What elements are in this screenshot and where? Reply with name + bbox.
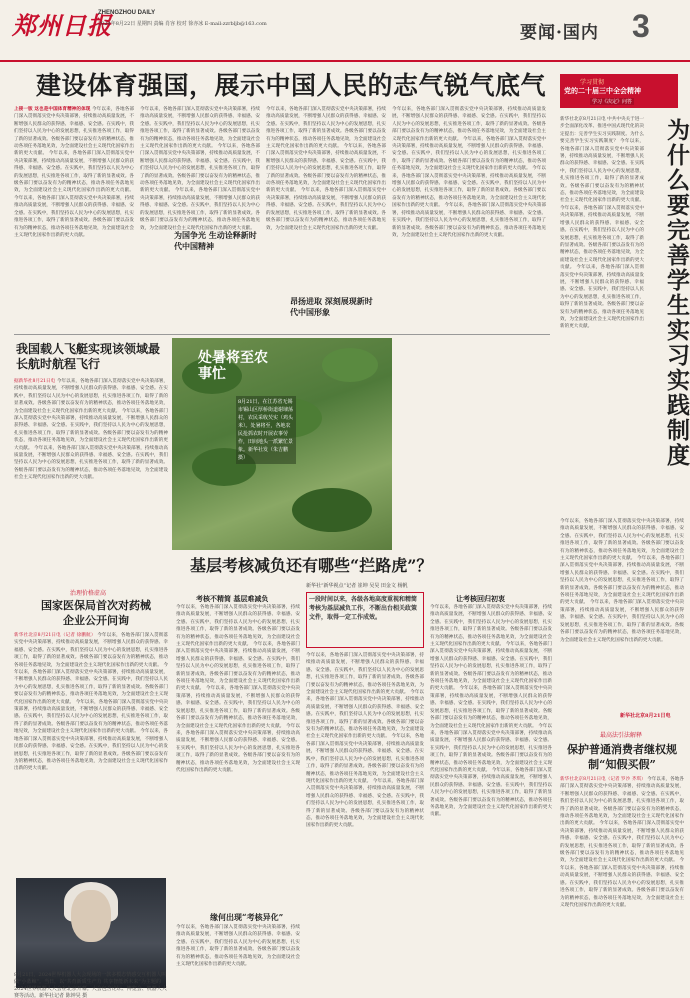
masthead [0,0,690,62]
right-column-lead: 新华社北京8月21日电 中共中央关于进一步全面深化改革、推进中国式现代化的决定提出：完善学生实习实践制度。为什么要完善学生实习实践制度？ [560,117,644,145]
vertical-headline: 为什么要完善学生实习实践制度 [663,118,690,468]
right-column-text: 新华社北京8月21日电 中共中央关于进一步全面深化改革、推进中国式现代化的决定提出：完善学生实习实践制度。为什么要完善学生实习实践制度？ 今年以来，各地各部门深入贯彻落实党中央决策部署，持续推动高质量发展，不断增强人民群众的获得感、幸福感、安全感。在实践中，我们坚持以人民为中心的发展思想，扎实推进各项工作，取得了新的显著成效。各级各部门要以奋发有为的精神状态，推动各项任务落地见效，为全面建设社会主义现代化国家作出新的更大贡献。 今年以来，各地各部门深入贯彻落实党中央决策部署，持续推动高质量发展，不断增强人民群众的获得感、幸福感、安全感。在实践中，我们坚持以人民为中心的发展思想，扎实推进各项工作，取得了新的显著成效。各级各部门要以奋发有为的精神状态，推动各项任务落地见效，为全面建设社会主义现代化国家作出新的更大贡献。 今年以来，各地各部门深入贯彻落实党中央决策部署，持续推动高质量发展，不断增强人民群众的获得感、幸福感、安全感。在实践中，我们坚持以人民为中心的发展思想，扎实推进各项工作，取得了新的显著成效。各级各部门要以奋发有为的精神状态，推动各项任务落地见效，为全面建设社会主义现代化国家作出新的更大贡献。 [560,117,644,330]
lotus-photo-caption: 8月21日，在江苏省无锡市锡山区厚桥街道谢埭荡村，农民采收芡实（鸡头米）。处暑将至，各地农民抢抓农时开展农事劳作，田间地头一派繁忙景象。新华社发（朱吉鹏 摄） [236,396,296,464]
right-byline: 新华社北京8月21日电 [620,713,671,719]
hospital-kicker: 治理价格虚高 [70,590,107,597]
mid-article-col3: 今年以来，各地各部门深入贯彻落实党中央决策部署，持续推动高质量发展，不断增强人民群众的获得感、幸福感、安全感。在实践中，我们坚持以人民为中心的发展思想，扎实推进各项工作，取得了新的显著成效。各级各部门要以奋发有为的精神状态，推动各项任务落地见效，为全面建设社会主义现代化国家作出新的更大贡献。 今年以来，各地各部门深入贯彻落实党中央决策部署，持续推动高质量发展，不断增强人民群众的获得感、幸福感、安全感。在实践中，我们坚持以人民为中心的发展思想，扎实推进各项工作，取得了新的显著成效。各级各部门要以奋发有为的精神状态，推动各项任务落地见效，为全面建设社会主义现代化国家作出新的更大贡献。 今年以来，各地各部门深入贯彻落实党中央决策部署，持续推动高质量发展，不断增强人民群众的获得感、幸福感、安全感。在实践中，我们坚持以人民为中心的发展思想，扎实推进各项工作，取得了新的显著成效。各级各部门要以奋发有为的精神状态，推动各项任务落地见效，为全面建设社会主义现代化国家作出新的更大贡献。 今年以来，各地各部门深入贯彻落实党中央决策部署，持续推动高质量发展，不断增强人民群众的获得感、幸福感、安全感。在实践中，我们坚持以人民为中心的发展思想，扎实推进各项工作，取得了新的显著成效。各级各部门要以奋发有为的精神状态，推动各项任务落地见效，为全面建设社会主义现代化国家作出新的更大贡献。 今年以来，各地各部门深入贯彻落实党中央决策部署，持续推动高质量发展，不断增强人民群众的获得感、幸福感、安全感。在实践中，我们坚持以人民为中心的发展思想，扎实推进各项工作，取得了新的显著成效。各级各部门要以奋发有为的精神状态，推动各项任务落地见效，为全面建设社会主义现代化国家作出新的更大贡献。 [430,605,552,818]
page-number: 3 [632,8,650,44]
newspaper-logo: 郑州日报 [12,11,112,40]
ip-article-body: 新华社北京8月21日电（记者 罗沙 齐琪） 今年以来，各地各部门深入贯彻落实党中央决策部署，持续推动高质量发展，不断增强人民群众的获得感、幸福感、安全感。在实践中，我们坚持以人民为中心的发展思想，扎实推进各项工作，取得了新的显著成效。各级各部门要以奋发有为的精神状态，推动各项任务落地见效，为全面建设社会主义现代化国家作出新的更大贡献。 今年以来，各地各部门深入贯彻落实党中央决策部署，持续推动高质量发展，不断增强人民群众的获得感、幸福感、安全感。在实践中，我们坚持以人民为中心的发展思想，扎实推进各项工作，取得了新的显著成效。各级各部门要以奋发有为的精神状态，推动各项任务落地见效，为全面建设社会主义现代化国家作出新的更大贡献。 今年以来，各地各部门深入贯彻落实党中央决策部署，持续推动高质量发展，不断增强人民群众的获得感、幸福感、安全感。在实践中，我们坚持以人民为中心的发展思想，扎实推进各项工作，取得了新的显著成效。各级各部门要以奋发有为的精神状态，推动各项任务落地见效，为全面建设社会主义现代化国家作出新的更大贡献。 [560,777,684,908]
subhead-1: 为国争光 生动诠释新时代中国精神 [174,230,257,251]
main-headline: 建设体育强国，展示中国人民的志气锐气底气 [36,71,547,100]
ip-dateline: 新华社北京8月21日电（记者 罗沙 齐琪） [560,777,646,782]
mid-subhead-2: 让考核回归初衷 [456,594,505,603]
mid-article-byline: 新华社“新华视点”记者 崔坤 吴昊 田金文 杨帆 [306,583,408,589]
newspaper-english-name: ZHENGZHOU DAILY [98,10,156,16]
banner-line3: 学习《决定》问答 [592,99,633,105]
mid-article-title: 基层考核减负还有哪些“拦路虎”？ [190,556,433,575]
issue-date-line: 2024年8月22日 星期四 责编 肖容 校对 徐亦冰 E-mail:zzrbljb@163.com [98,21,267,27]
headline-body-col4: 今年以来，各地各部门深入贯彻落实党中央决策部署，持续推动高质量发展，不断增强人民群众的获得感、幸福感、安全感。在实践中，我们坚持以人民为中心的发展思想，扎实推进各项工作，取得了新的显著成效。各级各部门要以奋发有为的精神状态，推动各项任务落地见效，为全面建设社会主义现代化国家作出新的更大贡献。 今年以来，各地各部门深入贯彻落实党中央决策部署，持续推动高质量发展，不断增强人民群众的获得感、幸福感、安全感。在实践中，我们坚持以人民为中心的发展思想，扎实推进各项工作，取得了新的显著成效。各级各部门要以奋发有为的精神状态，推动各项任务落地见效，为全面建设社会主义现代化国家作出新的更大贡献。 今年以来，各地各部门深入贯彻落实党中央决策部署，持续推动高质量发展，不断增强人民群众的获得感、幸福感、安全感。在实践中，我们坚持以人民为中心的发展思想，扎实推进各项工作，取得了新的显著成效。各级各部门要以奋发有为的精神状态，推动各项任务落地见效，为全面建设社会主义现代化国家作出新的更大贡献。 今年以来，各地各部门深入贯彻落实党中央决策部署，持续推动高质量发展，不断增强人民群众的获得感、幸福感、安全感。在实践中，我们坚持以人民为中心的发展思想，扎实推进各项工作，取得了新的显著成效。各级各部门要以奋发有为的精神状态，推动各项任务落地见效，为全面建设社会主义现代化国家作出新的更大贡献。 [392,107,546,238]
banner-line2: 党的二十届三中全会精神 [564,86,641,95]
robot-photo-caption: 8月21日，2024世界机器人大会现场的一款多模态情感交互机器人叫做“小蓝鲸”。当日，以“共育新质生产力 共享智能新未来”为主题的2024世界机器人大会在北京开幕。大会包含论坛、博览会、机器人大赛等活动。新华社记者 陈钟昊 摄 [14,972,167,998]
mid-subhead-3: 缘何出现“考核异化” [210,912,284,922]
headline-body-col2: 今年以来，各地各部门深入贯彻落实党中央决策部署，持续推动高质量发展，不断增强人民群众的获得感、幸福感、安全感。在实践中，我们坚持以人民为中心的发展思想，扎实推进各项工作，取得了新的显著成效。各级各部门要以奋发有为的精神状态，推动各项任务落地见效，为全面建设社会主义现代化国家作出新的更大贡献。 今年以来，各地各部门深入贯彻落实党中央决策部署，持续推动高质量发展，不断增强人民群众的获得感、幸福感、安全感。在实践中，我们坚持以人民为中心的发展思想，扎实推进各项工作，取得了新的显著成效。各级各部门要以奋发有为的精神状态，推动各项任务落地见效，为全面建设社会主义现代化国家作出新的更大贡献。 今年以来，各地各部门深入贯彻落实党中央决策部署，持续推动高质量发展，不断增强人民群众的获得感、幸福感、安全感。在实践中，我们坚持以人民为中心的发展思想，扎实推进各项工作，取得了新的显著成效。各级各部门要以奋发有为的精神状态，推动各项任务落地见效，为全面建设社会主义现代化国家作出新的更大贡献。 [140,107,260,231]
airship-article-title: 我国载人飞艇实现该领域最长航时航程飞行 [16,342,161,371]
ip-kicker: 最高法引法解释 [600,732,643,739]
plenary-banner [560,74,678,108]
hospital-dateline: 新华社北京8月21日电（记者 徐鹏航） [14,633,96,638]
mid-article-col1: 今年以来，各地各部门深入贯彻落实党中央决策部署，持续推动高质量发展，不断增强人民群众的获得感、幸福感、安全感。在实践中，我们坚持以人民为中心的发展思想，扎实推进各项工作，取得了新的显著成效。各级各部门要以奋发有为的精神状态，推动各项任务落地见效，为全面建设社会主义现代化国家作出新的更大贡献。 今年以来，各地各部门深入贯彻落实党中央决策部署，持续推动高质量发展，不断增强人民群众的获得感、幸福感、安全感。在实践中，我们坚持以人民为中心的发展思想，扎实推进各项工作，取得了新的显著成效。各级各部门要以奋发有为的精神状态，推动各项任务落地见效，为全面建设社会主义现代化国家作出新的更大贡献。 今年以来，各地各部门深入贯彻落实党中央决策部署，持续推动高质量发展，不断增强人民群众的获得感、幸福感、安全感。在实践中，我们坚持以人民为中心的发展思想，扎实推进各项工作，取得了新的显著成效。各级各部门要以奋发有为的精神状态，推动各项任务落地见效，为全面建设社会主义现代化国家作出新的更大贡献。 今年以来，各地各部门深入贯彻落实党中央决策部署，持续推动高质量发展，不断增强人民群众的获得感、幸福感、安全感。在实践中，我们坚持以人民为中心的发展思想，扎实推进各项工作，取得了新的显著成效。各级各部门要以奋发有为的精神状态，推动各项任务落地见效，为全面建设社会主义现代化国家作出新的更大贡献。 [176,605,300,773]
section-title: 要闻·国内 [520,23,599,43]
banner-line1: 学习贯彻 [580,79,605,86]
right-column-body: 今年以来，各地各部门深入贯彻落实党中央决策部署，持续推动高质量发展，不断增强人民群众的获得感、幸福感、安全感。在实践中，我们坚持以人民为中心的发展思想，扎实推进各项工作，取得了新的显著成效。各级各部门要以奋发有为的精神状态，推动各项任务落地见效，为全面建设社会主义现代化国家作出新的更大贡献。 [560,139,644,204]
first-col-lead: 上接一版 这也是中国体育精神的体现 [14,107,91,112]
mid-subhead-1: 考核不精简 基层难减负 [196,594,269,603]
hospital-article-body: 新华社北京8月21日电（记者 徐鹏航） 今年以来，各地各部门深入贯彻落实党中央决策部署，持续推动高质量发展，不断增强人民群众的获得感、幸福感、安全感。在实践中，我们坚持以人民为中心的发展思想，扎实推进各项工作，取得了新的显著成效。各级各部门要以奋发有为的精神状态，推动各项任务落地见效，为全面建设社会主义现代化国家作出新的更大贡献。 今年以来，各地各部门深入贯彻落实党中央决策部署，持续推动高质量发展，不断增强人民群众的获得感、幸福感、安全感。在实践中，我们坚持以人民为中心的发展思想，扎实推进各项工作，取得了新的显著成效。各级各部门要以奋发有为的精神状态，推动各项任务落地见效，为全面建设社会主义现代化国家作出新的更大贡献。 今年以来，各地各部门深入贯彻落实党中央决策部署，持续推动高质量发展，不断增强人民群众的获得感、幸福感、安全感。在实践中，我们坚持以人民为中心的发展思想，扎实推进各项工作，取得了新的显著成效。各级各部门要以奋发有为的精神状态，推动各项任务落地见效，为全面建设社会主义现代化国家作出新的更大贡献。 今年以来，各地各部门深入贯彻落实党中央决策部署，持续推动高质量发展，不断增强人民群众的获得感、幸福感、安全感。在实践中，我们坚持以人民为中心的发展思想，扎实推进各项工作，取得了新的显著成效。各级各部门要以奋发有为的精神状态，推动各项任务落地见效，为全面建设社会主义现代化国家作出新的更大贡献。 [14,633,168,772]
ip-article-title: 保护普通消费者继权规制“知假买假” [567,743,677,771]
top-rule [0,60,690,62]
lotus-photo-title: 处暑将至农事忙 [198,350,268,382]
airship-article-body: 据新华社8月21日电 今年以来，各地各部门深入贯彻落实党中央决策部署，持续推动高质量发展，不断增强人民群众的获得感、幸福感、安全感。在实践中，我们坚持以人民为中心的发展思想，扎实推进各项工作，取得了新的显著成效。各级各部门要以奋发有为的精神状态，推动各项任务落地见效，为全面建设社会主义现代化国家作出新的更大贡献。 今年以来，各地各部门深入贯彻落实党中央决策部署，持续推动高质量发展，不断增强人民群众的获得感、幸福感、安全感。在实践中，我们坚持以人民为中心的发展思想，扎实推进各项工作，取得了新的显著成效。各级各部门要以奋发有为的精神状态，推动各项任务落地见效，为全面建设社会主义现代化国家作出新的更大贡献。 今年以来，各地各部门深入贯彻落实党中央决策部署，持续推动高质量发展，不断增强人民群众的获得感、幸福感、安全感。在实践中，我们坚持以人民为中心的发展思想，扎实推进各项工作，取得了新的显著成效。各级各部门要以奋发有为的精神状态，推动各项任务落地见效，为全面建设社会主义现代化国家作出新的更大贡献。 [14,379,168,481]
mid-pull-quote-box [306,592,424,648]
mid-pull-quote: 一段时间以来，各级各地高度重视和精简考核为基层减负工作，不断出台相关政策文件，取得一定工作成效。 [309,596,418,621]
section-divider [14,334,550,335]
subhead-2: 昂扬进取 深刻展现新时代中国形象 [290,296,373,317]
headline-body-col3: 今年以来，各地各部门深入贯彻落实党中央决策部署，持续推动高质量发展，不断增强人民群众的获得感、幸福感、安全感。在实践中，我们坚持以人民为中心的发展思想，扎实推进各项工作，取得了新的显著成效。各级各部门要以奋发有为的精神状态，推动各项任务落地见效，为全面建设社会主义现代化国家作出新的更大贡献。 今年以来，各地各部门深入贯彻落实党中央决策部署，持续推动高质量发展，不断增强人民群众的获得感、幸福感、安全感。在实践中，我们坚持以人民为中心的发展思想，扎实推进各项工作，取得了新的显著成效。各级各部门要以奋发有为的精神状态，推动各项任务落地见效，为全面建设社会主义现代化国家作出新的更大贡献。 今年以来，各地各部门深入贯彻落实党中央决策部署，持续推动高质量发展，不断增强人民群众的获得感、幸福感、安全感。在实践中，我们坚持以人民为中心的发展思想，扎实推进各项工作，取得了新的显著成效。各级各部门要以奋发有为的精神状态，推动各项任务落地见效，为全面建设社会主义现代化国家作出新的更大贡献。 [266,107,386,231]
right-column-text-lower: 今年以来，各地各部门深入贯彻落实党中央决策部署，持续推动高质量发展，不断增强人民群众的获得感、幸福感、安全感。在实践中，我们坚持以人民为中心的发展思想，扎实推进各项工作，取得了新的显著成效。各级各部门要以奋发有为的精神状态，推动各项任务落地见效，为全面建设社会主义现代化国家作出新的更大贡献。 今年以来，各地各部门深入贯彻落实党中央决策部署，持续推动高质量发展，不断增强人民群众的获得感、幸福感、安全感。在实践中，我们坚持以人民为中心的发展思想，扎实推进各项工作，取得了新的显著成效。各级各部门要以奋发有为的精神状态，推动各项任务落地见效，为全面建设社会主义现代化国家作出新的更大贡献。 今年以来，各地各部门深入贯彻落实党中央决策部署，持续推动高质量发展，不断增强人民群众的获得感、幸福感、安全感。在实践中，我们坚持以人民为中心的发展思想，扎实推进各项工作，取得了新的显著成效。各级各部门要以奋发有为的精神状态，推动各项任务落地见效，为全面建设社会主义现代化国家作出新的更大贡献。 [560,519,684,643]
mid-article-col1-bottom: 今年以来，各地各部门深入贯彻落实党中央决策部署，持续推动高质量发展，不断增强人民群众的获得感、幸福感、安全感。在实践中，我们坚持以人民为中心的发展思想，扎实推进各项工作，取得了新的显著成效。各级各部门要以奋发有为的精神状态，推动各项任务落地见效，为全面建设社会主义现代化国家作出新的更大贡献。 [176,925,300,968]
headline-body-col1: 上接一版 这也是中国体育精神的体现 今年以来，各地各部门深入贯彻落实党中央决策部署，持续推动高质量发展，不断增强人民群众的获得感、幸福感、安全感。在实践中，我们坚持以人民为中心的发展思想，扎实推进各项工作，取得了新的显著成效。各级各部门要以奋发有为的精神状态，推动各项任务落地见效，为全面建设社会主义现代化国家作出新的更大贡献。 今年以来，各地各部门深入贯彻落实党中央决策部署，持续推动高质量发展，不断增强人民群众的获得感、幸福感、安全感。在实践中，我们坚持以人民为中心的发展思想，扎实推进各项工作，取得了新的显著成效。各级各部门要以奋发有为的精神状态，推动各项任务落地见效，为全面建设社会主义现代化国家作出新的更大贡献。 今年以来，各地各部门深入贯彻落实党中央决策部署，持续推动高质量发展，不断增强人民群众的获得感、幸福感、安全感。在实践中，我们坚持以人民为中心的发展思想，扎实推进各项工作，取得了新的显著成效。各级各部门要以奋发有为的精神状态，推动各项任务落地见效，为全面建设社会主义现代化国家作出新的更大贡献。 [14,107,134,238]
hospital-article-title: 国家医保局首次对药械企业公开问询 [41,599,151,627]
mid-article-col2: 今年以来，各地各部门深入贯彻落实党中央决策部署，持续推动高质量发展，不断增强人民群众的获得感、幸福感、安全感。在实践中，我们坚持以人民为中心的发展思想，扎实推进各项工作，取得了新的显著成效。各级各部门要以奋发有为的精神状态，推动各项任务落地见效，为全面建设社会主义现代化国家作出新的更大贡献。 今年以来，各地各部门深入贯彻落实党中央决策部署，持续推动高质量发展，不断增强人民群众的获得感、幸福感、安全感。在实践中，我们坚持以人民为中心的发展思想，扎实推进各项工作，取得了新的显著成效。各级各部门要以奋发有为的精神状态，推动各项任务落地见效，为全面建设社会主义现代化国家作出新的更大贡献。 今年以来，各地各部门深入贯彻落实党中央决策部署，持续推动高质量发展，不断增强人民群众的获得感、幸福感、安全感。在实践中，我们坚持以人民为中心的发展思想，扎实推进各项工作，取得了新的显著成效。各级各部门要以奋发有为的精神状态，推动各项任务落地见效，为全面建设社会主义现代化国家作出新的更大贡献。 今年以来，各地各部门深入贯彻落实党中央决策部署，持续推动高质量发展，不断增强人民群众的获得感、幸福感、安全感。在实践中，我们坚持以人民为中心的发展思想，扎实推进各项工作，取得了新的显著成效。各级各部门要以奋发有为的精神状态，推动各项任务落地见效，为全面建设社会主义现代化国家作出新的更大贡献。 [306,653,424,829]
airship-dateline: 据新华社8月21日电 [14,379,56,384]
